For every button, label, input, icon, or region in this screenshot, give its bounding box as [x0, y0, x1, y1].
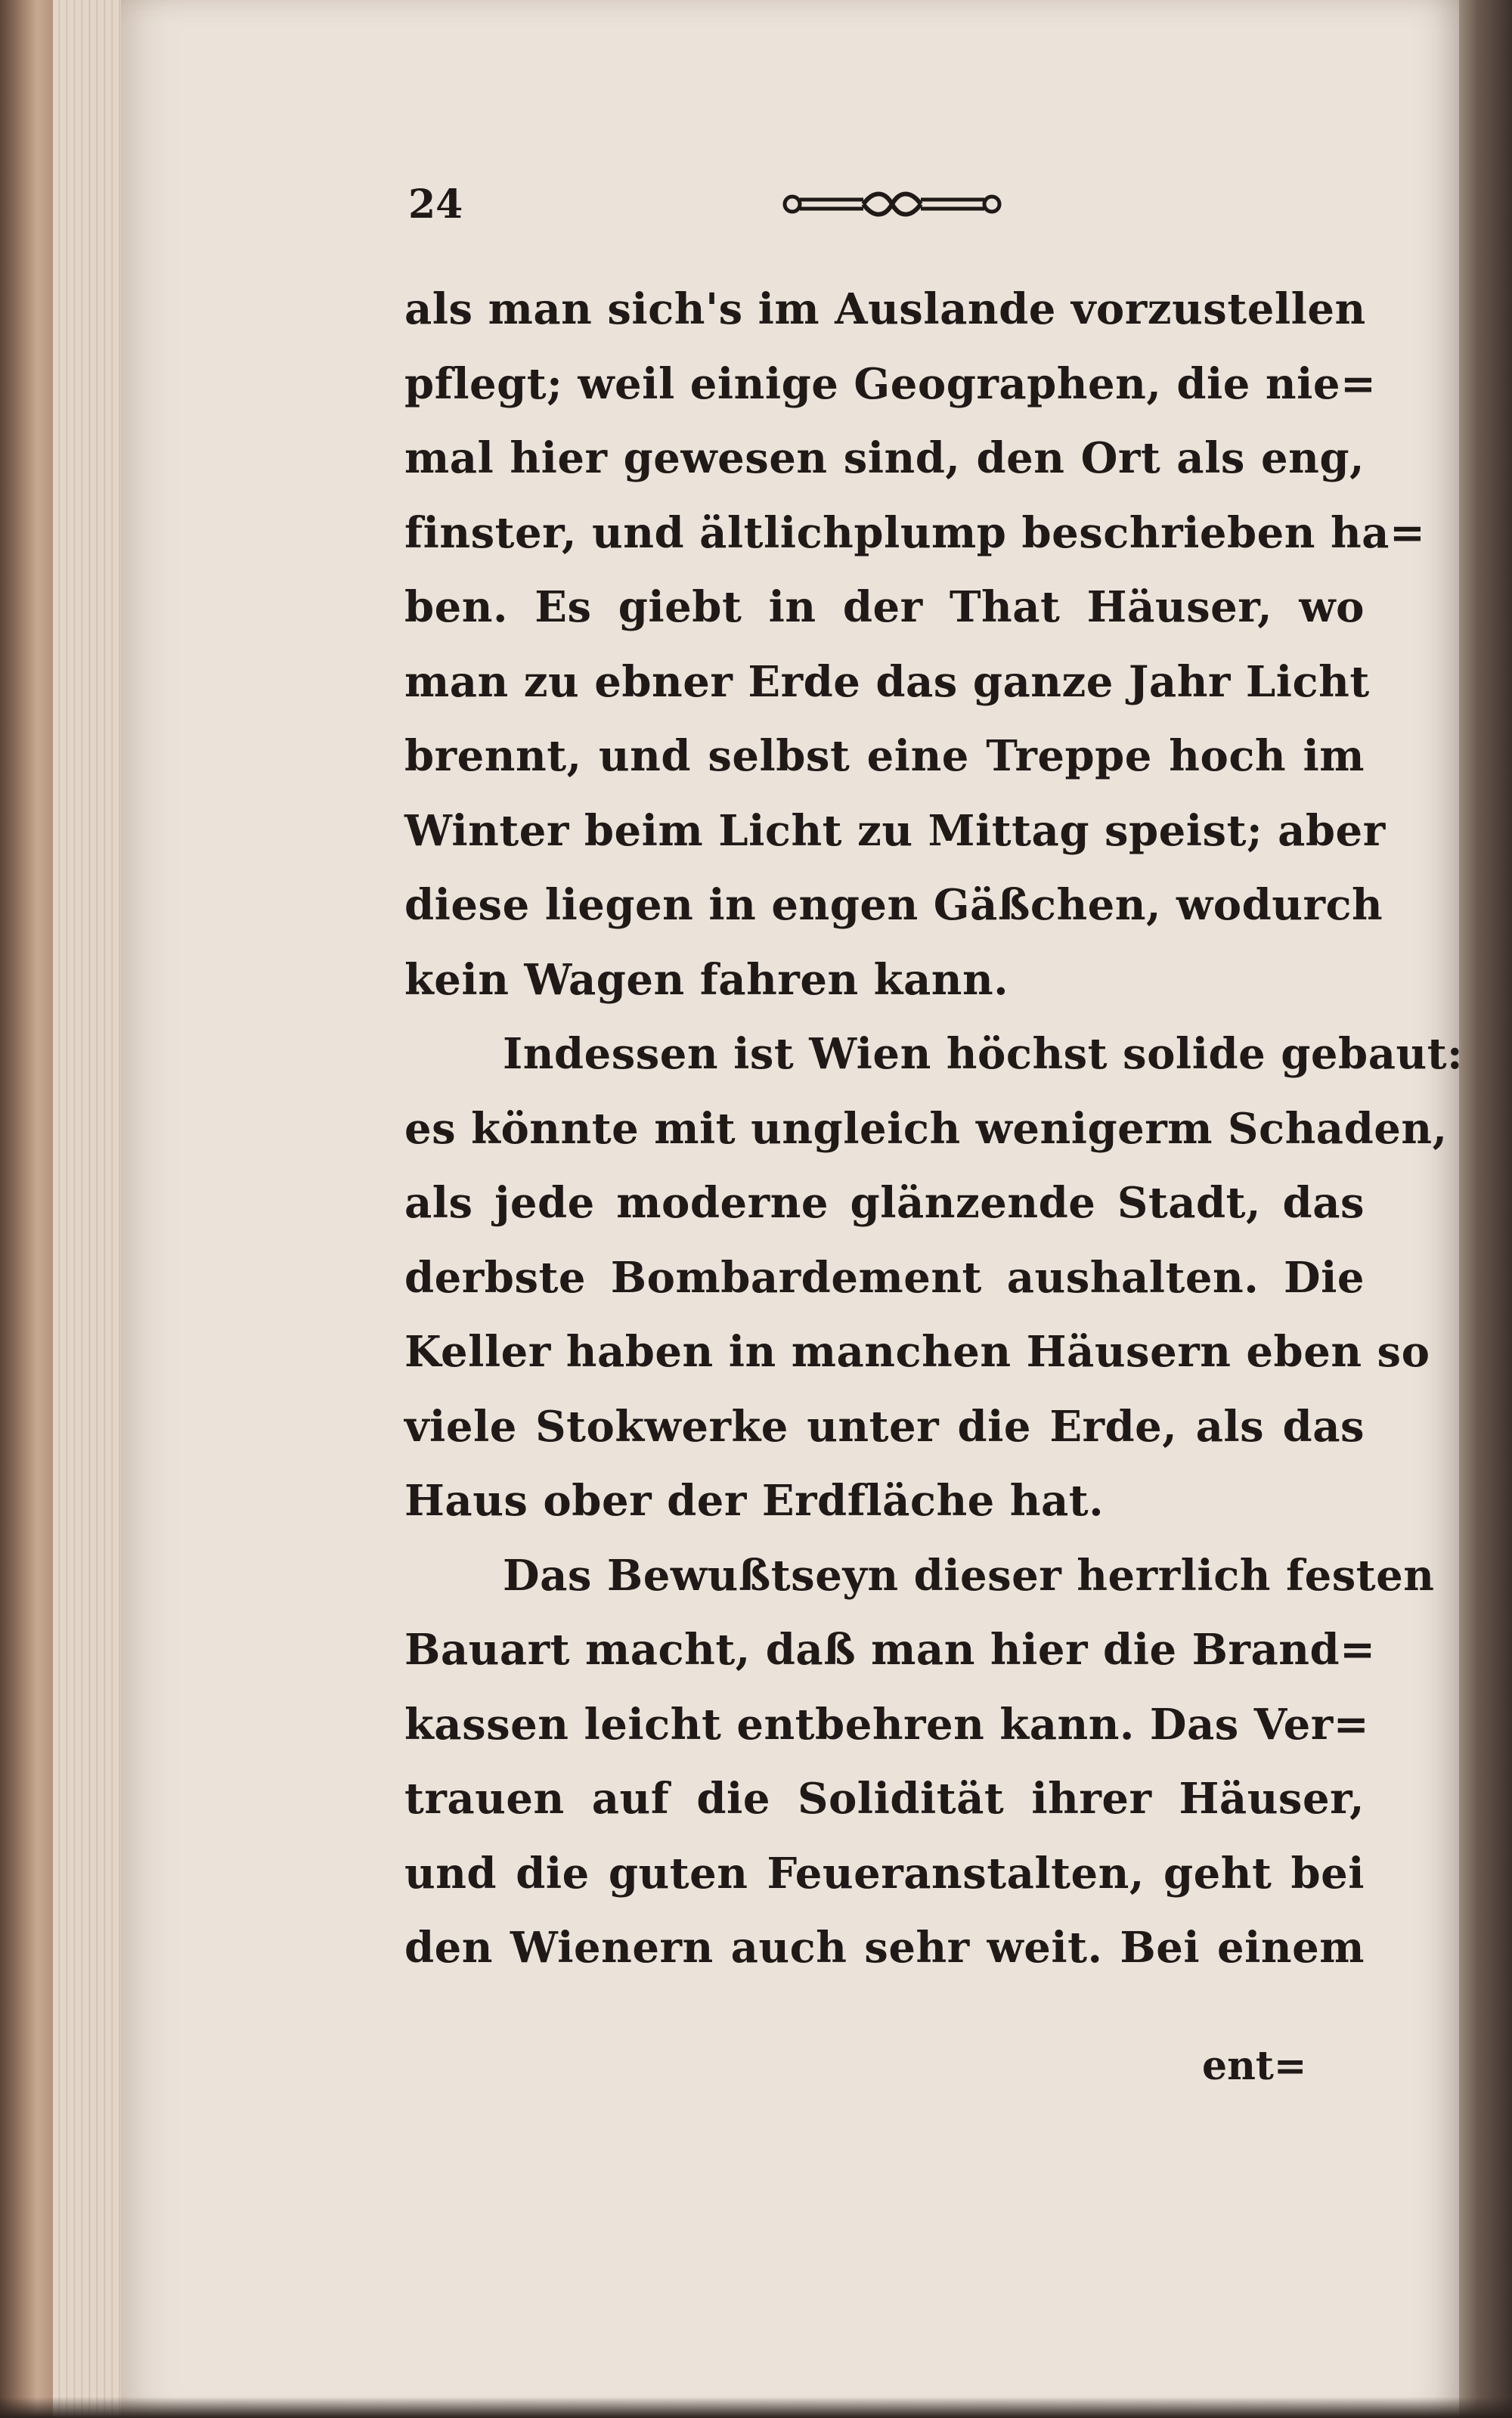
text-line: brennt, und selbst eine Treppe hoch im [404, 731, 1365, 781]
text-line: den Wienern auch sehr weit. Bei einem [404, 1923, 1365, 1973]
text-line: Indessen ist Wien höchst solide gebaut: [503, 1029, 1464, 1079]
page-bottom-edge [0, 2397, 1512, 2418]
text-line: kassen leicht entbehren kann. Das Ver= [404, 1699, 1370, 1750]
page-number: 24 [408, 181, 463, 228]
page-stack-edge [53, 0, 121, 2418]
text-line: als man sich's im Auslande vorzustellen [404, 284, 1366, 334]
text-line: diese liegen in engen Gäßchen, wodurch [404, 880, 1383, 930]
text-line: finster, und ältlichplump beschrieben ha= [404, 507, 1426, 558]
text-line: Winter beim Licht zu Mittag speist; aber [404, 805, 1386, 856]
text-line: es könnte mit ungleich wenigerm Schaden, [404, 1103, 1448, 1154]
text-line: Keller haben in manchen Häusern eben so [404, 1327, 1430, 1377]
ornament-rule-icon [779, 188, 1005, 221]
text-line: ben. Es giebt in der That Häuser, wo [404, 582, 1365, 632]
book-cover-edge [1459, 0, 1512, 2418]
catchword: ent= [1202, 2043, 1307, 2089]
text-line: Das Bewußtseyn dieser herrlich festen [503, 1550, 1435, 1601]
text-line: als jede moderne glänzende Stadt, das [404, 1178, 1365, 1228]
text-line: Haus ober der Erdfläche hat. [404, 1476, 1105, 1526]
body-text [404, 272, 1464, 1986]
text-line: derbste Bombardement aushalten. Die [404, 1252, 1365, 1303]
book-spine-edge [0, 0, 53, 2418]
text-line: pflegt; weil einige Geographen, die nie= [404, 358, 1377, 409]
text-line: man zu ebner Erde das ganze Jahr Licht [404, 656, 1370, 707]
text-line: kein Wagen fahren kann. [404, 954, 1009, 1005]
text-line: mal hier gewesen sind, den Ort als eng, [404, 433, 1365, 483]
page-header [408, 181, 1361, 227]
text-line: und die guten Feueranstalten, geht bei [404, 1848, 1365, 1899]
text-line: Bauart macht, daß man hier die Brand= [404, 1625, 1376, 1675]
text-line: viele Stokwerke unter die Erde, als das [404, 1401, 1365, 1452]
text-line: trauen auf die Solidität ihrer Häuser, [404, 1774, 1365, 1824]
